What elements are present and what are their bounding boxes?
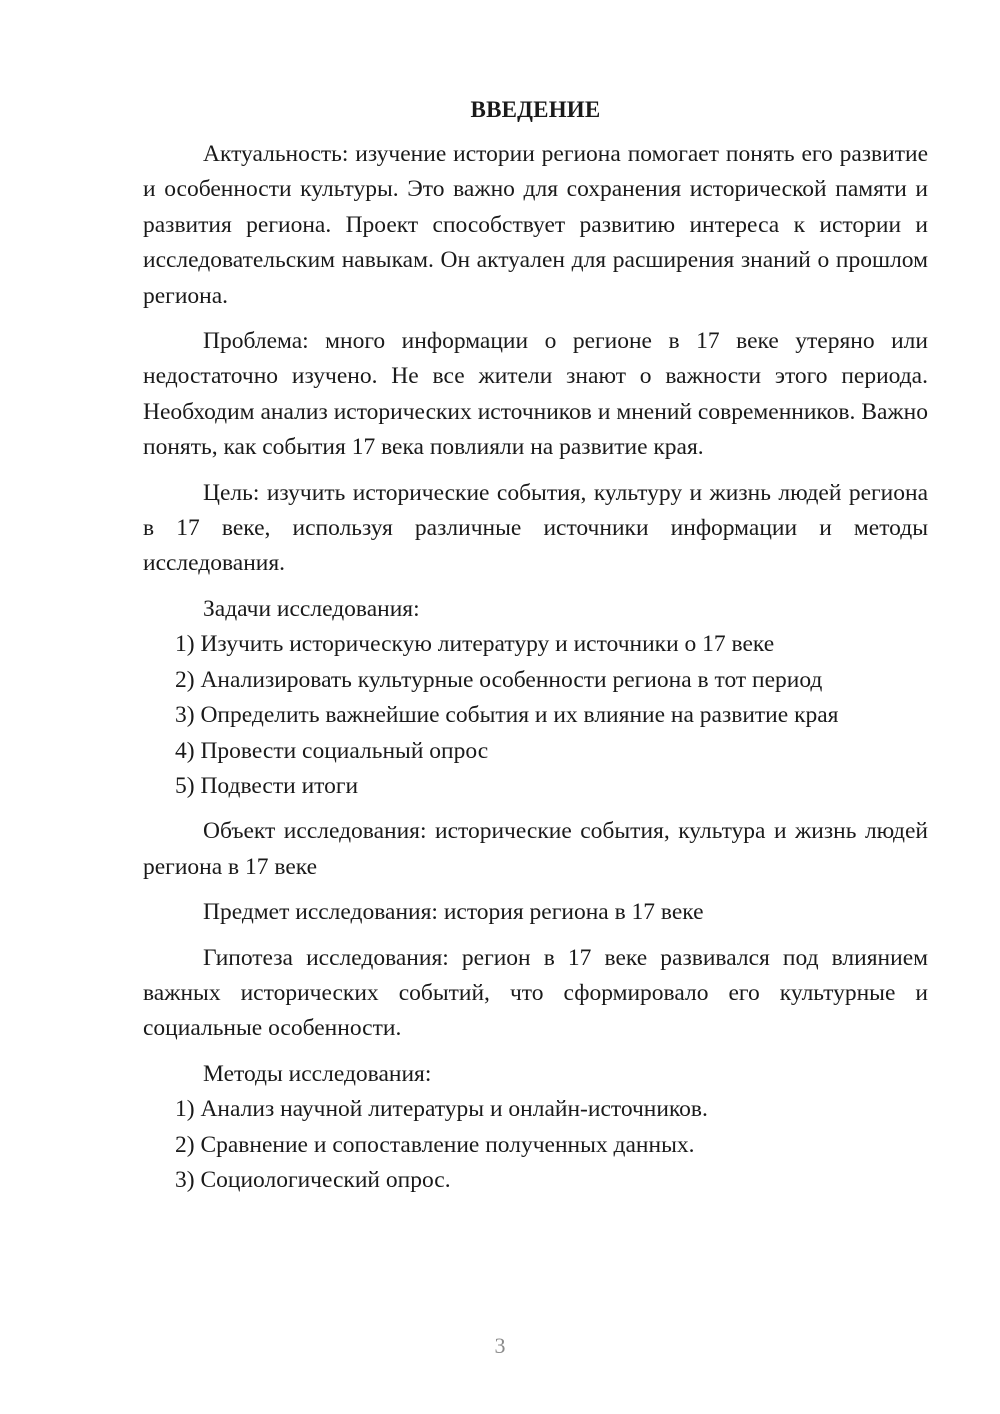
tasks-list [143, 627, 928, 804]
object-paragraph: Объект исследования: исторические события, культура и жизнь людей региона в 17 веке [143, 818, 928, 880]
list-item: 1) Анализ научной литературы и онлайн-источников. [175, 1096, 708, 1123]
list-item: 3) Определить важнейшие события и их влияние на развитие края [175, 702, 839, 729]
list-item: 1) Изучить историческую литературу и источники о 17 веке [175, 631, 775, 658]
page-title: ВВЕДЕНИЕ [470, 97, 601, 122]
methods-heading: Методы исследования: [203, 1060, 432, 1087]
hypothesis-paragraph: Гипотеза исследования: регион в 17 веке развивался под влиянием важных исторических событий, что сформировало его культурные и социальные особенности. [143, 944, 928, 1042]
list-item: 2) Сравнение и сопоставление полученных данных. [175, 1131, 695, 1158]
tasks-heading: Задачи исследования: [203, 595, 420, 622]
list-item: 2) Анализировать культурные особенности региона в тот период [175, 666, 823, 693]
list-item: 5) Подвести итоги [175, 772, 359, 799]
page-number: 3 [494, 1333, 506, 1358]
list-item: 3) Социологический опрос. [175, 1166, 451, 1193]
problem-paragraph: Проблема: много информации о регионе в 17 веке утеряно или недостаточно изучено. Не все жители знают о важности этого периода. Необходим анализ исторических источников и мнений современников. Важно понять, как события 17 века повлияли на развитие края. [143, 328, 928, 461]
goal-paragraph: Цель: изучить исторические события, культуру и жизнь людей региона в 17 веке, используя различные источники информации и методы исследования. [143, 479, 928, 577]
document-page [143, 95, 928, 1198]
relevance-paragraph: Актуальность: изучение истории региона помогает понять его развитие и особенности культуры. Это важно для сохранения исторической памяти и развития региона. Проект способствует развитию интереса к истории и исследовательским навыкам. Он актуален для расширения знаний о прошлом региона. [143, 141, 928, 309]
subject-paragraph: Предмет исследования: история региона в 17 веке [203, 899, 704, 926]
methods-list [143, 1092, 928, 1198]
list-item: 4) Провести социальный опрос [175, 737, 489, 764]
